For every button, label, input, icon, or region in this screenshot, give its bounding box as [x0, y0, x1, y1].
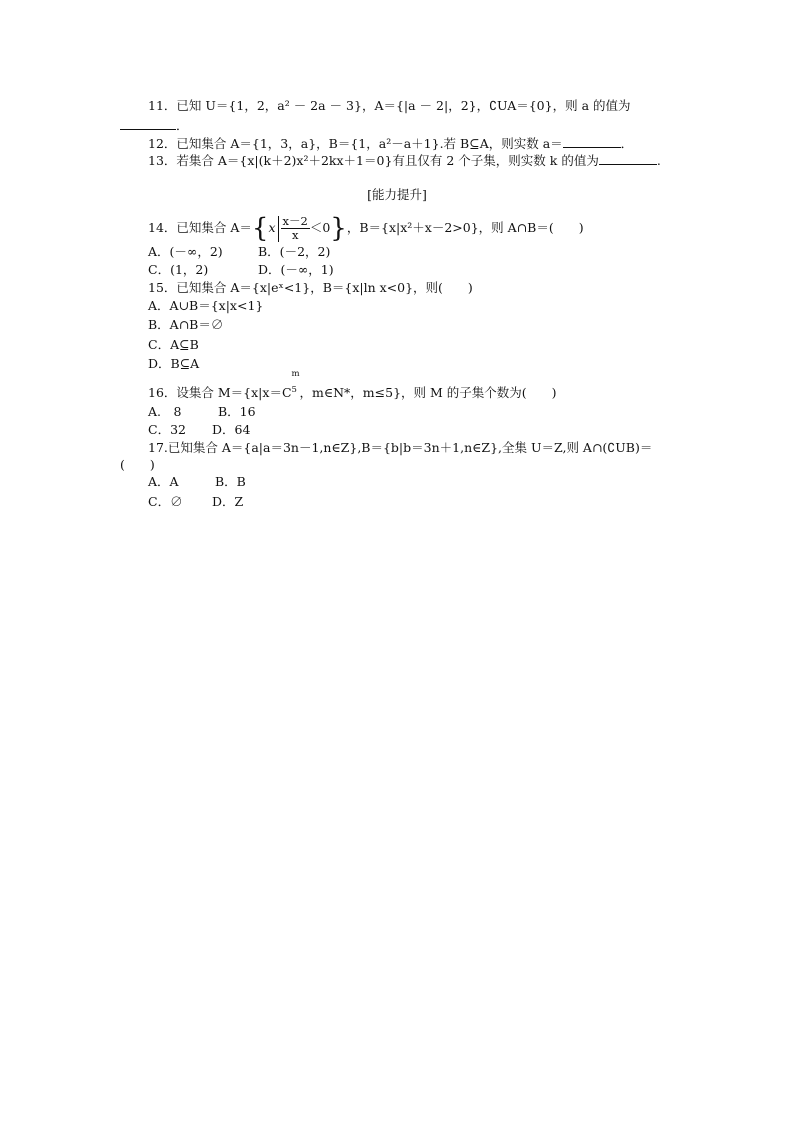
question-16: [148, 369, 557, 402]
set-bar: [278, 216, 279, 242]
question-16-suffix: ，m∈N*，m≤5}，则 M 的子集个数为( ): [299, 385, 557, 400]
option-d: D．B⊆A: [148, 356, 200, 371]
option-c: C．A⊆B: [148, 337, 199, 352]
inequality: ＜0: [309, 220, 331, 235]
question-13-end: .: [656, 153, 661, 168]
question-12-text: 12．已知集合 A＝{1，3，a}，B＝{1，a²－a＋1}.若 B⊆A，则实数 a＝: [148, 136, 563, 151]
fraction-numerator: x－2: [282, 214, 308, 228]
question-17-options-row1: [148, 473, 246, 491]
option-c: C．∅: [148, 494, 183, 509]
option-d: D．(－∞，1): [258, 262, 334, 277]
set-brace-left: {: [251, 213, 269, 244]
combination-indices: [291, 369, 300, 397]
option-a: A．A: [148, 474, 179, 489]
option-b: B．B: [215, 474, 246, 489]
answer-blank: [599, 164, 657, 165]
option-c: C．(1，2): [148, 262, 209, 277]
option-d: D．Z: [212, 494, 244, 509]
option-a: A. 8: [148, 404, 182, 419]
answer-blank: [120, 129, 176, 130]
option-b: B．16: [218, 404, 256, 419]
question-17-options-row2: [148, 493, 244, 511]
option-b: B．(－2，2): [258, 244, 331, 259]
question-17-line1: 17.已知集合 A＝{a|a＝3n－1,n∈Z},B＝{b|b＝3n＋1,n∈Z},全集 U＝Z,则 A∩(∁UB)＝: [148, 440, 653, 455]
option-b: B．A∩B＝∅: [148, 317, 224, 332]
combination-sup: m: [291, 369, 300, 379]
question-14-options-row1: [148, 243, 331, 261]
question-11-line2: [120, 117, 189, 135]
question-16-prefix: 16．设集合 M＝{x|x＝C: [148, 385, 292, 400]
question-16-options-row1: [148, 403, 256, 421]
question-15: 15．已知集合 A＝{x|eˣ<1}，B＝{x|ln x<0}，则( ): [148, 280, 473, 295]
question-12-end: ．: [620, 136, 634, 151]
question-16-options-row2: [148, 421, 251, 439]
question-17-line2: ( ): [120, 457, 155, 472]
option-d: D．64: [212, 422, 251, 437]
question-11-end: ．: [176, 118, 189, 133]
question-12: [148, 135, 633, 153]
set-variable: x: [268, 220, 276, 235]
set-brace-right: }: [330, 213, 347, 244]
question-14-suffix: ，B＝{x|x²＋x－2>0}，则 A∩B＝( ): [346, 220, 584, 235]
section-heading: [能力提升]: [367, 187, 427, 202]
question-14-options-row2: [148, 261, 334, 279]
option-a: A．(－∞，2): [148, 244, 223, 259]
question-13-text: 13．若集合 A＝{x|(k＋2)x²＋2kx＋1＝0}有且仅有 2 个子集，则实数 k 的值为: [148, 153, 599, 168]
combination-sub: 5: [291, 385, 297, 395]
question-14-prefix: 14．已知集合 A＝: [148, 220, 252, 235]
question-13: [148, 152, 661, 170]
option-a: A．A∪B＝{x|x<1}: [148, 298, 264, 313]
option-c: C．32: [148, 422, 186, 437]
question-11-line1: 11．已知 U＝{1，2，a² － 2a － 3}，A＝{|a － 2|，2}，∁UA＝{0}，则 a 的值为: [148, 98, 631, 113]
answer-blank: [563, 147, 621, 148]
fraction-denominator: x: [291, 228, 299, 242]
question-14: [148, 211, 584, 245]
fraction: [281, 215, 310, 242]
